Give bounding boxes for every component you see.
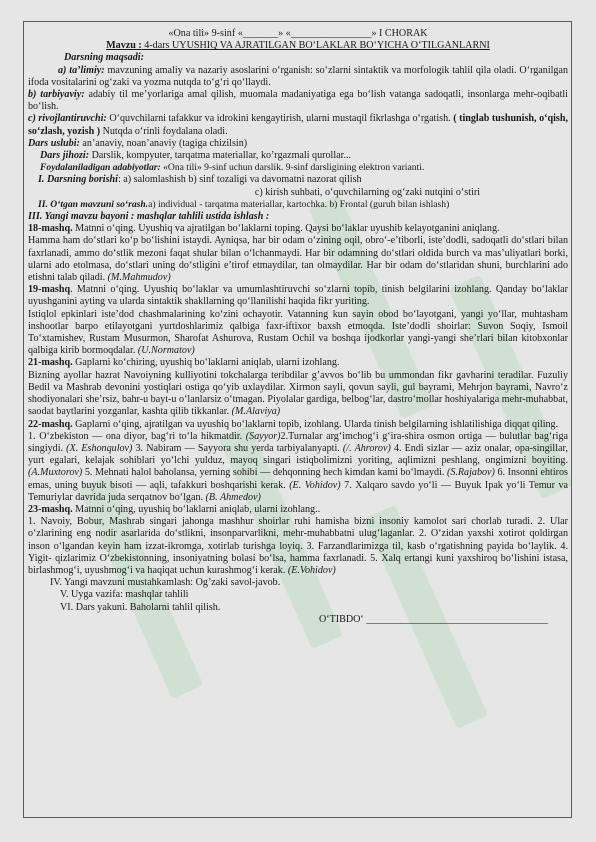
review-label: II. O‘tgan mavzuni so‘rash. <box>38 198 149 210</box>
ex22-sentence-4: 4. Endi sizlar — aziz onalar, opa-singillar, yurt egalari, kelajak sohiblari yo‘lchi yulduz, mayoq singari istiqbolimizni yoriting, aqlimizni peshlang, ongimizni boyiting. <box>28 442 569 467</box>
ex22-author-7: (B. Ahmedov) <box>203 491 261 503</box>
ex22-sentence-7: 7. Xalqaro savdo yo‘li — Buyuk Ipak yo‘li Temur va Temuriylar davrida juda serqatnov bo‘lgan. <box>28 479 568 503</box>
goal-b <box>28 89 568 113</box>
topic-text: 4-dars UYUSHIQ VA AJRATILGAN BO‘LAKLAR BO‘YICHA O‘TILGANLARNI <box>141 40 490 52</box>
goal-c-end: Nutqda o‘rinli foydalana oladi. <box>100 125 228 137</box>
ex22-author-1: (Sayyor) <box>242 430 281 442</box>
equipment-line <box>28 150 568 162</box>
goal-c-text: O‘quvchilarni tafakkur va idrokini kengaytirish, ularni mustaqil fikrlashga o‘rgatish. <box>106 113 451 125</box>
step-vi: VI. Dars yakuni. Baholarni tahlil qilish. <box>60 601 221 613</box>
ex22-sentence-3: 3. Nabiram — Sayyora shu yerda tarbiyalanyapti. <box>132 442 340 454</box>
exercise-19-text <box>28 309 568 358</box>
exercise-23-task <box>28 504 568 516</box>
goal-a-label: a) ta’limiy: <box>58 64 105 76</box>
exercise-23-author: (E.Vohidov) <box>285 564 336 576</box>
exercise-23-body: 1. Navoiy, Bobur, Mashrab singari jahonga mashhur shoirlar ruhi hamisha bizni insoniy kamolot sari chorlab turadi. 2. Ular o‘zlarining eng nodir asarlarida do‘stlikni, insonparvarlikni, mehr-muhabbatni ulug‘laganlar. 2. O‘zidan yaxshi xotirot qoldirgan inson o‘lgandan keyin ham izzat-ikromga, xotirlab turishga loyiq. 3. Farzandlarimizga til, kasb o‘rgatishning payida bo‘laylik. 4. Yigit- qizlarimiz O‘zbekistonning, insoniyatning bolasi bo‘lsa, hamma faxrlanadi. 5. Xalq ertangi kuni yaxshiroq bo‘lishini istasa, birlashmog‘i, uyushmog‘i va haqiqat uchun kurashmog‘i kerak. <box>28 516 568 576</box>
method-line <box>28 138 568 150</box>
exercise-23-label: 23-mashq. <box>28 503 73 515</box>
method-text: an’anaviy, noan’anaviy (tagiga chizilsin) <box>79 137 248 149</box>
header-line: «Ona tili» 9-sinf «_______» «________________» I CHORAK <box>168 28 428 39</box>
topic-line <box>28 40 568 52</box>
goal-c-skills: ( tinglab tushunish, o‘qish, so‘zlash, yozish ) <box>28 113 568 137</box>
exercise-22-label: 22-mashq. <box>28 418 73 430</box>
course-text-1: : a) salomlashish b) sinf tozaligi va davomatni nazorat qilish <box>117 174 362 186</box>
exercise-19-label: 19-mashq <box>28 284 71 296</box>
goal-b-text: adabiy til me’yorlariga amal qilish, muomala madaniyatiga ega bo‘lish vatanga sadoqatli, insonlarga mehr-oqibatli bo‘lish. <box>28 89 568 113</box>
exercise-21-task <box>28 357 568 369</box>
goal-b-label: b) tarbiyaviy: <box>28 89 85 101</box>
course-label: I. Darsning borishi <box>38 174 118 186</box>
exercise-19-body: Istiqlol epkinlari iste’dod chashmalarining ko‘zini ochayotir. Vatanning kun sayin obod bo‘layotgani, yangi yo‘llar, muhtasham inshootlar barpo etilayotgani yurtdoshlarimiz qalbiga faxr-iftixor baxsh etmoqda. Iste’dodli shoirlar: Suvon Soqiy, Ismoil To‘xtamishev, Rustam Musurmon, Sharofat Ashurova, Rustam Ochil va boshqa ijodkorlar yangi-yangi she’rlari bilan kitobxonlar qalbiga kirib bormoqdalar. <box>28 308 568 357</box>
review-line <box>28 199 568 211</box>
exercise-18-label: 18-mashq. <box>28 223 73 235</box>
exercise-21-author: (M.Alaviya) <box>229 406 281 418</box>
exercise-19-author: (U.Normatov) <box>135 345 195 357</box>
goal-a-text: mavzuning amaliy va nazariy asoslarini o‘rganish: so‘zlarni sintaktik va morfologik tahlil qila oladi. O‘rganilgan ifoda vositalarini og‘zaki va yozma nutqda to‘g‘ri qo‘llaydi. <box>28 64 569 88</box>
exercise-21-text <box>28 370 568 419</box>
ex22-sentence-6: 6. Insonni ehtiros emas, uning buyuk bisoti — aqli, tafakkuri boshqarishi kerak. <box>28 467 568 491</box>
topic-label: Mavzu : <box>106 40 142 52</box>
step-iv: IV. Yangi mavzuni mustahkamlash: Og’zaki savol-javob. <box>50 577 281 589</box>
goal-c <box>28 113 568 137</box>
lesson-plan-content <box>28 28 568 626</box>
exercise-22-task-text: Gaplarni o‘qing, ajratilgan va uyushiq bo‘laklarni topib, izohlang. Ularda tinish belgilarning ishlatilishiga diqqat qiling. <box>72 418 559 430</box>
ex22-author-6: (E. Vohidov) <box>285 479 341 491</box>
ex22-sentence-1: 1. O‘zbekiston — ona diyor, bag‘ri to‘la hikmatdir. <box>28 430 243 442</box>
ex22-author-4: (A.Muxtorov) <box>28 467 83 479</box>
exercise-18-body: Hamma ham do‘stlari ko‘p bo‘lishini istaydi. Ayniqsa, har bir odam o‘zining oqil, obro‘-e’tiborli, iste’dodli, sadoqatli do‘stlari bilan faxrlanadi, ammo do‘stlik mezoni faqat shular bilan o‘lchanmaydi. Har bir odamning do‘stlari oldida burch va mas’uliyatlari borki, ularni ado etolmasa, do‘stlari uning do‘stligini e’tirof etmaydilar, tan olmaydilar. Har bir odam do‘stlaridan shuni, burchlarini ado etishni talab qiladi. <box>28 235 568 284</box>
exercise-21-label: 21-mashq. <box>28 357 73 369</box>
goal-c-label: c) rivojlantiruvchi: <box>28 113 107 125</box>
exercise-18-task <box>28 223 568 235</box>
signature-line: O‘TIBDO‘ ____________________________________ <box>318 613 548 625</box>
goal-a <box>28 65 568 89</box>
ex22-author-2: (X. Eshonqulov) <box>63 442 133 454</box>
exercise-19-task <box>28 284 568 308</box>
exercise-18-author: (M.Mahmudov) <box>105 272 171 284</box>
equipment-label: Dars jihozi: <box>40 150 90 162</box>
exercise-19-task-text: . Matnni o‘qing. Uyushiq bo‘laklar va umumlashtiruvchi so‘zlarni topib, tinish belgilarini izohlang. Qanday bo‘laklar uyushganini ayting va ularda sintaktik shakllarning qo‘llanilishi haqida fikr yuriting. <box>28 284 568 308</box>
exercise-21-task-text: Gaplarni ko‘chiring, uyushiq bo‘laklarni aniqlab, ularni izohlang. <box>72 357 340 369</box>
review-text: a) individual - tarqatma materiallar, kartochka. b) Frontal (guruh bilan ishlash) <box>148 198 450 210</box>
document-page <box>23 21 572 818</box>
exercise-18-text <box>28 235 568 284</box>
resources-label: Foydalaniladigan adabiyotlar: <box>40 162 161 174</box>
goals-title: Darsning maqsadi: <box>64 52 144 64</box>
resources-line <box>28 162 568 174</box>
course-line <box>28 174 568 186</box>
exercise-22-task <box>28 419 568 431</box>
ex22-sentence-2: 2.Turnalar arg‘imchog‘i g‘ira-shira osmon ortiga — bulutlar bag‘riga singiydi. <box>28 430 568 454</box>
new-topic-heading: III. Yangi mavzu bayoni : mashqlar tahlili ustida ishlash : <box>28 211 270 223</box>
ex22-author-5: (S.Rajabov) <box>444 467 495 479</box>
course-line-2: c) kirish suhbati, o‘quvchilarning og‘zaki nutqini o‘stiri <box>254 186 480 198</box>
ex22-author-3: (/. Ahrorov) <box>339 442 391 454</box>
exercise-22-text <box>28 431 568 504</box>
exercise-23-text <box>28 516 568 577</box>
exercise-18-task-text: Matnni o‘qing. Uyushiq va ajratilgan bo‘laklarni toping. Qaysi bo‘laklar uyushib kelayotganini aniqlang. <box>72 223 500 235</box>
exercise-23-task-text: Matnni o‘qing, uyushiq bo‘laklarni aniqlab, ularni izohlang.. <box>72 503 321 515</box>
exercise-21-body: Bizning ayollar hazrat Navoiyning kulliyotini tokchalarga teribdilar g’avvos bo‘lib bu ummondan fikr gavharini teradilar. Fuzuliy Bedil va Mashrab devonini yostiqlari ostiga qo‘yib uxlaydilar. Xirmon sayli, qovun sayli, gul bayrami, Mehrjon bayrami, Navro‘z shodiyonalari she’rsiz, bahr-u bayt-u o‘lanlarsiz o‘tmagan. Piyolalar gardiga, belbog‘lar, dastro‘mollar hoshiyalariga mehr-muhabbat, saodat baytlarini yozganlar, kashta qilib tikkanlar. <box>28 369 568 418</box>
ex22-sentence-5: 5. Mehnati halol baholansa, yerning sohibi — dehqonning hech kimdan kami bo‘lmaydi. <box>82 467 445 479</box>
step-v: V. Uyga vazifa: mashqlar tahlili <box>60 589 189 601</box>
resources-text: «Ona tili» 9-sinf uchun darslik. 9-sinf darsligining elektron varianti. <box>160 162 425 174</box>
method-label: Dars uslubi: <box>28 137 80 149</box>
equipment-text: Darslik, kompyuter, tarqatma materiallar, ko’rgazmali qurollar... <box>89 150 352 162</box>
